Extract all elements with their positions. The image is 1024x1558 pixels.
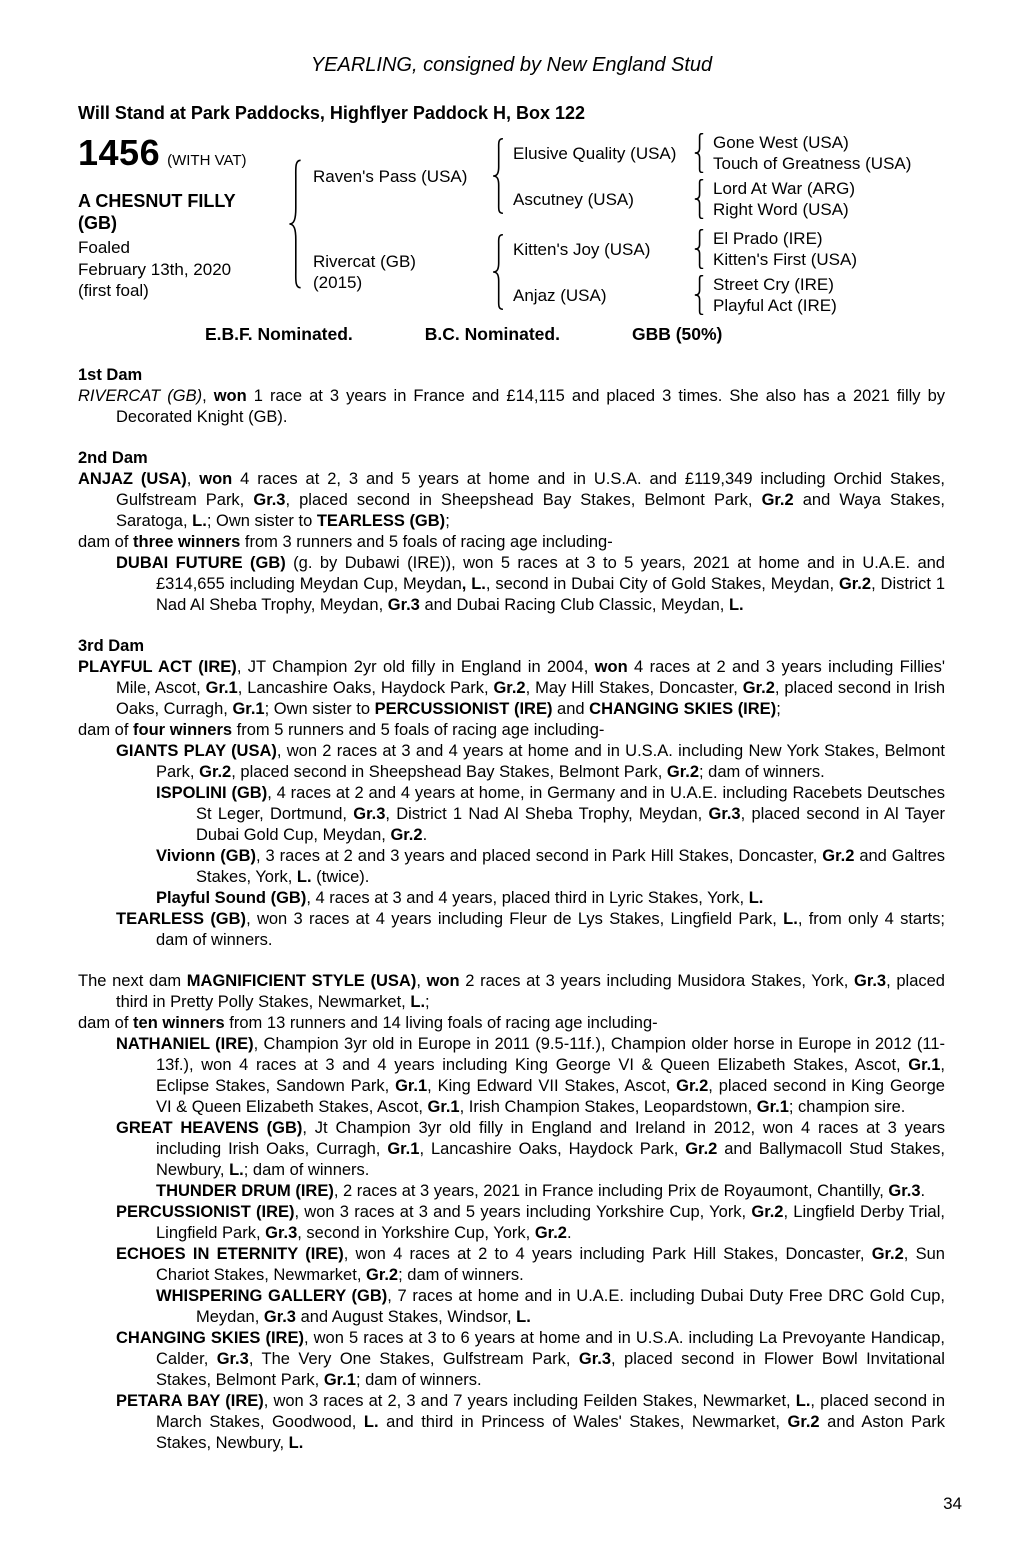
pedigree-tree [285, 132, 911, 316]
vivionn-entry: Vivionn (GB), 3 races at 2 and 3 years and placed second in Park Hill Stakes, Doncaster, Gr.2 and Galtres Stakes, York, L. (twice). [156, 847, 945, 886]
giants-play-entry: GIANTS PLAY (USA), won 2 races at 3 and 4 years at home and in U.S.A. including New York Stakes, Belmont Park, Gr.2, placed second in Sheepshead Bay Stakes, Belmont Park, Gr.2; dam of winners. [116, 742, 945, 781]
anjaz-dam-of-line: dam of three winners from 3 runners and 5 foals of racing age including- [78, 533, 613, 551]
pedigree-brace-icon [491, 138, 505, 214]
dam-sire-dam-name: Kitten's First (USA) [713, 250, 857, 269]
bc-nomination: B.C. Nominated. [424, 324, 560, 344]
anjaz-entry: ANJAZ (USA), won 4 races at 2, 3 and 5 years at home and in U.S.A. and £119,349 including Orchid Stakes, Gulfstream Park, Gr.3, placed second in Sheepshead Bay Stakes, Belmont Park, Gr.2 and Waya Stakes, Saratoga, L.; Own sister to TEARLESS (GB); [78, 470, 946, 530]
dam-dam-branch [513, 274, 857, 316]
second-dam-heading: 2nd Dam [78, 449, 148, 467]
first-dam-heading: 1st Dam [78, 366, 143, 384]
echoes-in-eternity-entry: ECHOES IN ETERNITY (IRE), won 4 races at 2 to 4 years including Park Hill Stakes, Doncaster, Gr.2, Sun Chariot Stakes, Newmarket, Gr.2; dam of winners. [116, 1245, 945, 1284]
consignment-title: YEARLING, consigned by New England Stud [310, 54, 713, 76]
dam-year: (2015) [313, 273, 363, 292]
pedigree-brace-icon [693, 229, 705, 269]
pedigree-brace-icon [693, 179, 705, 219]
great-heavens-entry: GREAT HEAVENS (GB), Jt Champion 3yr old filly in England and Ireland in 2012, won 4 races at 3 years including Irish Oaks, Curragh, Gr.1, Lancashire Oaks, Haydock Park, Gr.2 and Ballymacoll Stud Stakes, Newbury, L.; dam of winners. [116, 1119, 946, 1179]
sire-dam-name: Ascutney (USA) [513, 189, 634, 209]
dam-parents [513, 228, 857, 316]
dubai-future-entry: DUBAI FUTURE (GB) (g. by Dubawi (IRE)), won 5 races at 3 to 5 years, 2021 at home and in U.A.E. and £314,655 including Meydan Cup, Meydan, L., second in Dubai City of Gold Stakes, Meydan, Gr.2, District 1 Nad Al Sheba Trophy, Meydan, Gr.3 and Dubai Racing Club Classic, Meydan, L. [116, 554, 946, 614]
sire-dam-parents [713, 178, 855, 220]
lot-left-column [78, 132, 285, 302]
horse-description-line1: A CHESNUT FILLY [78, 191, 236, 211]
dam-sire-parents [713, 228, 857, 270]
pedigree-generation1 [313, 132, 911, 316]
foaled-date: February 13th, 2020 [78, 259, 232, 279]
pedigree-brace-icon [693, 133, 705, 173]
lot-number: 1456 [78, 132, 161, 173]
sire-sire-name: Elusive Quality (USA) [513, 143, 677, 163]
ebf-nomination: E.B.F. Nominated. [205, 324, 353, 344]
pedigree-brace-icon [287, 159, 303, 289]
foal-note: (first foal) [78, 281, 149, 300]
vat-note: (WITH VAT) [167, 152, 247, 169]
nominations-row [78, 324, 945, 345]
dam-sire-name: Kitten's Joy (USA) [513, 239, 651, 259]
sire-parents [513, 132, 911, 220]
sire-dam-sire-name: Lord At War (ARG) [713, 179, 856, 198]
next-dam-dam-of-line: dam of ten winners from 13 runners and 14 living foals of racing age including- [78, 1014, 658, 1032]
dam-name-block [313, 251, 491, 293]
gbb-scheme: GBB (50%) [631, 324, 723, 344]
lot-line [78, 132, 285, 174]
pedigree-brace-icon [491, 234, 505, 310]
sire-branch [313, 132, 911, 220]
playful-act-dam-of-line: dam of four winners from 5 runners and 5 foals of racing age including- [78, 721, 605, 739]
dam-sire-branch [513, 228, 857, 270]
dam-name: Rivercat (GB) [313, 252, 416, 271]
sire-sire-dam-name: Touch of Greatness (USA) [713, 154, 912, 173]
sire-sire-branch [513, 132, 911, 174]
tearless-entry: TEARLESS (GB), won 3 races at 4 years including Fleur de Lys Stakes, Lingfield Park, L., from only 4 starts; dam of winners. [116, 910, 946, 949]
lot-block [78, 132, 945, 316]
sire-sire-parents [713, 132, 911, 174]
nathaniel-entry: NATHANIEL (IRE), Champion 3yr old in Europe in 2011 (9.5-11f.), Champion older horse in Europe in 2012 (11-13f.), won 4 races at 3 and 4 years including King George VI & Queen Elizabeth Stakes, Ascot, Gr.1, Eclipse Stakes, Sandown Park, Gr.1, King Edward VII Stakes, Ascot, Gr.2, placed second in King George VI & Queen Elizabeth Stakes, Ascot, Gr.1, Irish Champion Stakes, Leopardstown, Gr.1; champion sire. [116, 1035, 945, 1116]
catalog-body [78, 365, 945, 1454]
playful-sound-entry: Playful Sound (GB), 4 races at 3 and 4 years, placed third in Lyric Stakes, York, L. [156, 889, 764, 907]
changing-skies-entry: CHANGING SKIES (IRE), won 5 races at 3 to 6 years at home and in U.S.A. including La Prevoyante Handicap, Calder, Gr.3, The Very One Stakes, Gulfstream Park, Gr.3, placed second in Flower Bowl Invitational Stakes, Belmont Park, Gr.1; dam of winners. [116, 1329, 946, 1389]
foaled-block [78, 237, 285, 302]
sire-dam-branch [513, 178, 911, 220]
dam-dam-parents [713, 274, 837, 316]
dam-dam-dam-name: Playful Act (IRE) [713, 296, 837, 315]
stand-location-line: Will Stand at Park Paddocks, Highflyer Paddock H, Box 122 [78, 103, 585, 123]
rivercat-entry: RIVERCAT (GB), won 1 race at 3 years in France and £14,115 and placed 3 times. She also has a 2021 filly by Decorated Knight (GB). [78, 387, 946, 426]
whispering-gallery-entry: WHISPERING GALLERY (GB), 7 races at home and in U.A.E. including Dubai Duty Free DRC Gold Cup, Meydan, Gr.3 and August Stakes, Windsor, L. [156, 1287, 946, 1326]
sire-dam-dam-name: Right Word (USA) [713, 200, 849, 219]
petara-bay-entry: PETARA BAY (IRE), won 3 races at 2, 3 and 7 years including Feilden Stakes, Newmarket, L., placed second in March Stakes, Goodwood, L. and third in Princess of Wales' Stakes, Newmarket, Gr.2 and Aston Park Stakes, Newbury, L. [116, 1392, 946, 1452]
sire-name: Raven's Pass (USA) [313, 166, 468, 186]
pedigree-brace-icon [693, 275, 705, 315]
ispolini-entry: ISPOLINI (GB), 4 races at 2 and 4 years at home, in Germany and in U.A.E. including Racebets Deutsches St Leger, Dortmund, Gr.3, District 1 Nad Al Sheba Trophy, Meydan, Gr.3, placed second in Al Tayer Dubai Gold Cup, Meydan, Gr.2. [156, 784, 945, 844]
foaled-label: Foaled [78, 238, 130, 257]
page-number: 34 [943, 1494, 962, 1513]
dam-sire-sire-name: El Prado (IRE) [713, 229, 823, 248]
dam-dam-name: Anjaz (USA) [513, 285, 607, 305]
dam-dam-sire-name: Street Cry (IRE) [713, 275, 834, 294]
next-dam-entry: The next dam MAGNIFICIENT STYLE (USA), won 2 races at 3 years including Musidora Stakes, York, Gr.3, placed third in Pretty Polly Stakes, Newmarket, L.; [78, 972, 945, 1011]
thunder-drum-entry: THUNDER DRUM (IRE), 2 races at 3 years, 2021 in France including Prix de Royaumont, Chantilly, Gr.3. [156, 1182, 926, 1200]
horse-description-line2: (GB) [78, 213, 117, 233]
playful-act-entry: PLAYFUL ACT (IRE), JT Champion 2yr old filly in England in 2004, won 4 races at 2 and 3 years including Fillies' Mile, Ascot, Gr.1, Lancashire Oaks, Haydock Park, Gr.2, May Hill Stakes, Doncaster, Gr.2, placed second in Irish Oaks, Curragh, Gr.1; Own sister to PERCUSSIONIST (IRE) and CHANGING SKIES (IRE); [78, 658, 945, 718]
horse-description [78, 190, 285, 234]
percussionist-entry: PERCUSSIONIST (IRE), won 3 races at 3 and 5 years including Yorkshire Cup, York, Gr.2, Lingfield Derby Trial, Lingfield Park, Gr.3, second in Yorkshire Cup, York, Gr.2. [116, 1203, 945, 1242]
third-dam-heading: 3rd Dam [78, 637, 145, 655]
sire-sire-sire-name: Gone West (USA) [713, 133, 849, 152]
dam-branch [313, 228, 911, 316]
